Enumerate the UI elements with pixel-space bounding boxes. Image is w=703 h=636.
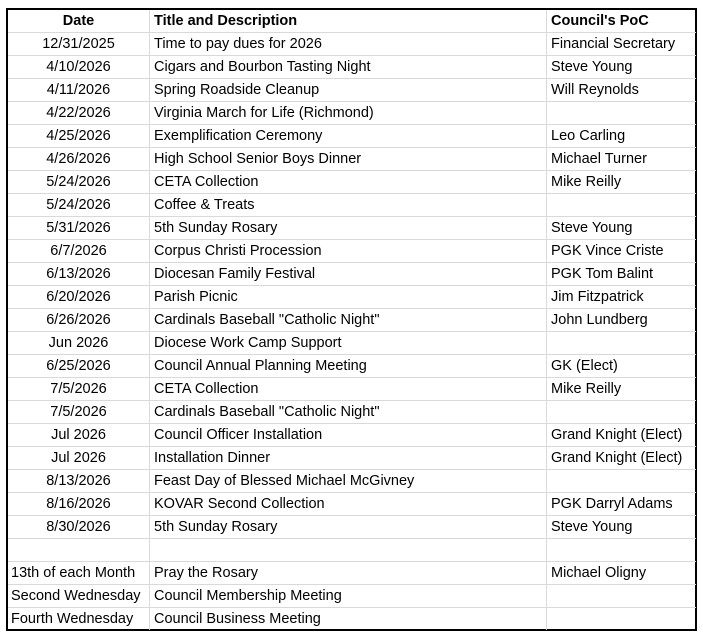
title-cell[interactable]: Council Membership Meeting bbox=[150, 585, 547, 608]
event-row bbox=[8, 332, 696, 355]
header-poc[interactable]: Council's PoC bbox=[547, 10, 697, 33]
event-row bbox=[8, 56, 696, 79]
date-cell[interactable]: 13th of each Month bbox=[8, 562, 150, 585]
date-cell[interactable]: 6/13/2026 bbox=[8, 263, 150, 286]
title-cell[interactable]: High School Senior Boys Dinner bbox=[150, 148, 547, 171]
poc-cell[interactable]: Steve Young bbox=[547, 56, 697, 79]
poc-cell[interactable]: PGK Tom Balint bbox=[547, 263, 697, 286]
event-row bbox=[8, 309, 696, 332]
date-cell[interactable]: 6/25/2026 bbox=[8, 355, 150, 378]
poc-cell[interactable] bbox=[547, 102, 697, 125]
poc-cell[interactable]: Jim Fitzpatrick bbox=[547, 286, 697, 309]
header-title[interactable]: Title and Description bbox=[150, 10, 547, 33]
poc-cell[interactable]: Financial Secretary bbox=[547, 33, 697, 56]
poc-cell[interactable] bbox=[547, 608, 697, 631]
event-row bbox=[8, 194, 696, 217]
title-cell[interactable]: Spring Roadside Cleanup bbox=[150, 79, 547, 102]
title-cell[interactable]: Installation Dinner bbox=[150, 447, 547, 470]
date-cell[interactable]: 6/26/2026 bbox=[8, 309, 150, 332]
event-row bbox=[8, 102, 696, 125]
poc-cell[interactable]: John Lundberg bbox=[547, 309, 697, 332]
poc-cell[interactable]: Michael Oligny bbox=[547, 562, 697, 585]
empty-cell[interactable] bbox=[150, 539, 547, 562]
poc-cell[interactable] bbox=[547, 470, 697, 493]
title-cell[interactable]: CETA Collection bbox=[150, 171, 547, 194]
poc-cell[interactable]: PGK Vince Criste bbox=[547, 240, 697, 263]
date-cell[interactable]: Fourth Wednesday bbox=[8, 608, 150, 631]
events-sheet bbox=[6, 8, 697, 631]
title-cell[interactable]: Cigars and Bourbon Tasting Night bbox=[150, 56, 547, 79]
title-cell[interactable]: Diocese Work Camp Support bbox=[150, 332, 547, 355]
events-table-body bbox=[8, 10, 696, 630]
title-cell[interactable]: Time to pay dues for 2026 bbox=[150, 33, 547, 56]
event-row bbox=[8, 286, 696, 309]
title-cell[interactable]: Cardinals Baseball "Catholic Night" bbox=[150, 309, 547, 332]
date-cell[interactable]: Jun 2026 bbox=[8, 332, 150, 355]
date-cell[interactable]: 6/20/2026 bbox=[8, 286, 150, 309]
poc-cell[interactable]: Steve Young bbox=[547, 217, 697, 240]
event-row bbox=[8, 171, 696, 194]
poc-cell[interactable]: Grand Knight (Elect) bbox=[547, 424, 697, 447]
date-cell[interactable]: 4/11/2026 bbox=[8, 79, 150, 102]
event-row bbox=[8, 33, 696, 56]
blank-row bbox=[8, 539, 696, 562]
date-cell[interactable]: Jul 2026 bbox=[8, 447, 150, 470]
title-cell[interactable]: Diocesan Family Festival bbox=[150, 263, 547, 286]
date-cell[interactable]: 4/22/2026 bbox=[8, 102, 150, 125]
event-row bbox=[8, 424, 696, 447]
date-cell[interactable]: 5/31/2026 bbox=[8, 217, 150, 240]
title-cell[interactable]: Corpus Christi Procession bbox=[150, 240, 547, 263]
date-cell[interactable]: 7/5/2026 bbox=[8, 401, 150, 424]
recurring-row bbox=[8, 585, 696, 608]
event-row bbox=[8, 79, 696, 102]
poc-cell[interactable]: Leo Carling bbox=[547, 125, 697, 148]
poc-cell[interactable] bbox=[547, 401, 697, 424]
date-cell[interactable]: 12/31/2025 bbox=[8, 33, 150, 56]
empty-cell[interactable] bbox=[547, 539, 697, 562]
empty-cell[interactable] bbox=[8, 539, 150, 562]
poc-cell[interactable]: Steve Young bbox=[547, 516, 697, 539]
poc-cell[interactable] bbox=[547, 332, 697, 355]
title-cell[interactable]: Council Business Meeting bbox=[150, 608, 547, 631]
event-row bbox=[8, 148, 696, 171]
event-row bbox=[8, 378, 696, 401]
title-cell[interactable]: CETA Collection bbox=[150, 378, 547, 401]
title-cell[interactable]: 5th Sunday Rosary bbox=[150, 516, 547, 539]
title-cell[interactable]: Pray the Rosary bbox=[150, 562, 547, 585]
event-row bbox=[8, 263, 696, 286]
event-row bbox=[8, 447, 696, 470]
poc-cell[interactable]: Michael Turner bbox=[547, 148, 697, 171]
poc-cell[interactable]: GK (Elect) bbox=[547, 355, 697, 378]
recurring-row bbox=[8, 608, 696, 631]
title-cell[interactable]: Parish Picnic bbox=[150, 286, 547, 309]
date-cell[interactable]: 4/25/2026 bbox=[8, 125, 150, 148]
date-cell[interactable]: 8/16/2026 bbox=[8, 493, 150, 516]
date-cell[interactable]: Second Wednesday bbox=[8, 585, 150, 608]
date-cell[interactable]: 7/5/2026 bbox=[8, 378, 150, 401]
poc-cell[interactable]: Grand Knight (Elect) bbox=[547, 447, 697, 470]
header-date[interactable]: Date bbox=[8, 10, 150, 33]
event-row bbox=[8, 240, 696, 263]
title-cell[interactable]: Council Annual Planning Meeting bbox=[150, 355, 547, 378]
date-cell[interactable]: 8/30/2026 bbox=[8, 516, 150, 539]
date-cell[interactable]: 5/24/2026 bbox=[8, 171, 150, 194]
title-cell[interactable]: 5th Sunday Rosary bbox=[150, 217, 547, 240]
title-cell[interactable]: Virginia March for Life (Richmond) bbox=[150, 102, 547, 125]
header-row bbox=[8, 10, 696, 33]
date-cell[interactable]: 8/13/2026 bbox=[8, 470, 150, 493]
event-row bbox=[8, 125, 696, 148]
title-cell[interactable]: KOVAR Second Collection bbox=[150, 493, 547, 516]
event-row bbox=[8, 493, 696, 516]
event-row bbox=[8, 401, 696, 424]
poc-cell[interactable]: Mike Reilly bbox=[547, 171, 697, 194]
poc-cell[interactable] bbox=[547, 194, 697, 217]
events-table bbox=[8, 10, 696, 630]
title-cell[interactable]: Council Officer Installation bbox=[150, 424, 547, 447]
event-row bbox=[8, 217, 696, 240]
date-cell[interactable]: 6/7/2026 bbox=[8, 240, 150, 263]
title-cell[interactable]: Feast Day of Blessed Michael McGivney bbox=[150, 470, 547, 493]
title-cell[interactable]: Exemplification Ceremony bbox=[150, 125, 547, 148]
poc-cell[interactable]: Mike Reilly bbox=[547, 378, 697, 401]
date-cell[interactable]: 4/26/2026 bbox=[8, 148, 150, 171]
title-cell[interactable]: Coffee & Treats bbox=[150, 194, 547, 217]
recurring-row bbox=[8, 562, 696, 585]
poc-cell[interactable]: Will Reynolds bbox=[547, 79, 697, 102]
poc-cell[interactable]: PGK Darryl Adams bbox=[547, 493, 697, 516]
date-cell[interactable]: Jul 2026 bbox=[8, 424, 150, 447]
date-cell[interactable]: 4/10/2026 bbox=[8, 56, 150, 79]
event-row bbox=[8, 470, 696, 493]
event-row bbox=[8, 355, 696, 378]
title-cell[interactable]: Cardinals Baseball "Catholic Night" bbox=[150, 401, 547, 424]
date-cell[interactable]: 5/24/2026 bbox=[8, 194, 150, 217]
event-row bbox=[8, 516, 696, 539]
poc-cell[interactable] bbox=[547, 585, 697, 608]
